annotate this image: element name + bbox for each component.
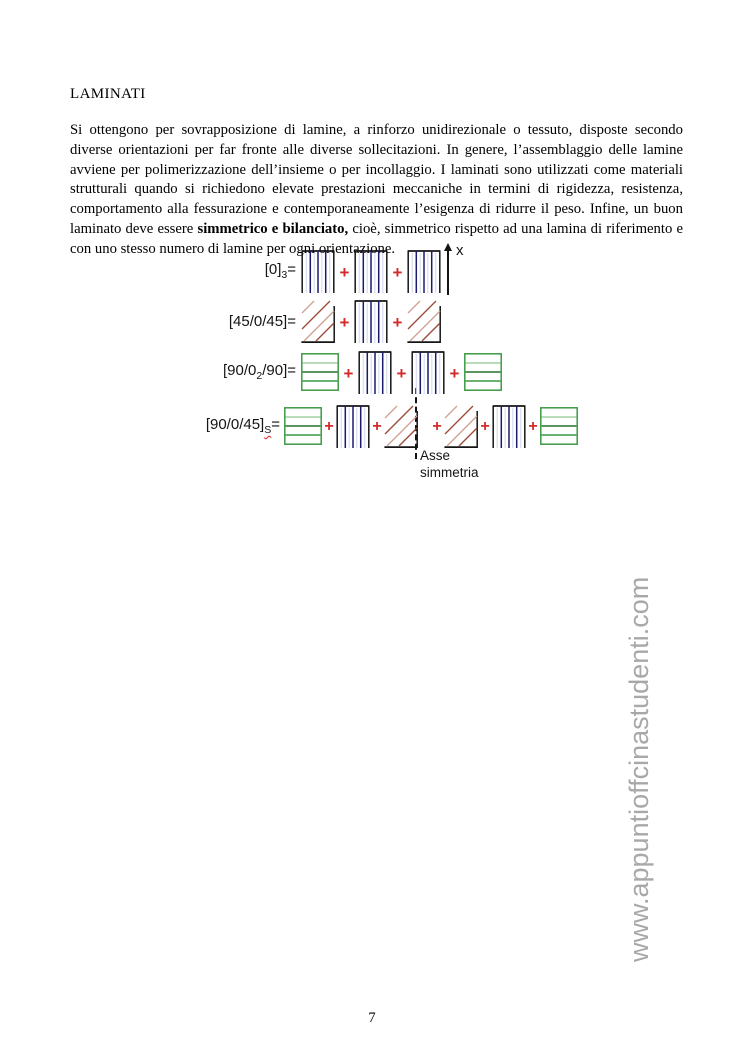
body-paragraph bbox=[70, 121, 683, 260]
ply-0-deg-box bbox=[354, 300, 388, 343]
watermark: www.appuntioffcinastudenti.com bbox=[624, 576, 654, 962]
layup-subscript: 3 bbox=[281, 269, 288, 281]
plus-sign: + bbox=[392, 312, 403, 332]
x-axis-label: x bbox=[456, 242, 464, 259]
ply-0-deg-box bbox=[358, 351, 392, 394]
layup-row bbox=[70, 249, 441, 293]
ply-45-deg-box bbox=[384, 405, 418, 448]
plus-sign: + bbox=[432, 418, 442, 435]
plus-sign: + bbox=[372, 418, 382, 435]
layup-row bbox=[70, 350, 502, 394]
paragraph-text: Si ottengono per sovrapposizione di lamine, a rinforzo unidirezionale o tessuto, disposte secondo diverse orientazioni per far fronte alle diverse sollecitazioni. In genere, l’assemblaggio delle lamine avviene per polimerizzazione dell’insieme o per incollaggio. I laminati sono utilizzati come materiali strutturali quando si richiedono elevate prestazioni meccaniche in termini di rigidezza, resistenza, comportamento alla fessurazione e contemporaneamente l’esigenza di ridurre il peso. Infine, un buon laminato deve essere bbox=[70, 121, 683, 238]
layup-row bbox=[70, 404, 578, 448]
symmetry-axis-label-line2: simmetria bbox=[420, 464, 479, 480]
plus-sign: + bbox=[480, 418, 490, 435]
layup-notation-label: [45/0/45]= bbox=[228, 312, 296, 330]
section-title: LAMINATI bbox=[70, 86, 146, 102]
ply-90-deg-box bbox=[301, 353, 339, 391]
ply-90-deg-box bbox=[284, 407, 322, 445]
ply-0-deg-box bbox=[492, 405, 526, 448]
layup-notation-label: $[90/0/45]_S=$ bbox=[205, 416, 280, 436]
ply-0-deg-box bbox=[354, 250, 388, 293]
ply-45-deg-box bbox=[407, 300, 441, 343]
symmetry-axis-label bbox=[420, 448, 479, 481]
ply-90-deg-box bbox=[464, 353, 502, 391]
plus-sign: + bbox=[528, 418, 538, 435]
page-number: 7 bbox=[368, 1010, 376, 1026]
plus-sign: + bbox=[392, 262, 403, 282]
symmetry-axis-label-line1: Asse bbox=[420, 448, 451, 463]
ply-0-deg-box bbox=[407, 250, 441, 293]
symmetry-axis-gap bbox=[420, 426, 430, 427]
layup-subscript: 2 bbox=[256, 370, 263, 382]
layup-notation-label: $[0]_3=$ bbox=[264, 261, 296, 281]
plus-sign: + bbox=[339, 262, 350, 282]
ply-45-deg-box bbox=[301, 300, 335, 343]
ply-45-deg-box bbox=[444, 405, 478, 448]
layup-row bbox=[70, 299, 441, 343]
plus-sign: + bbox=[449, 363, 460, 383]
paragraph-text: cioè, simmetrico rispetto ad una lamina di riferimento e con uno stesso numero di lamine per ogni orientazione. bbox=[70, 221, 683, 258]
ply-0-deg-box bbox=[301, 250, 335, 293]
ply-0-deg-box bbox=[336, 405, 370, 448]
ply-0-deg-box bbox=[411, 351, 445, 394]
paragraph-bold-phrase: simmetrico e bilanciato, bbox=[197, 221, 349, 238]
x-axis-arrow bbox=[447, 250, 449, 295]
ply-90-deg-box bbox=[540, 407, 578, 445]
plus-sign: + bbox=[324, 418, 334, 435]
plus-sign: + bbox=[343, 363, 354, 383]
layup-subscript: S bbox=[264, 424, 272, 436]
layup-notation-label: $[90/0_2/90]=$ bbox=[223, 362, 296, 382]
plus-sign: + bbox=[339, 312, 350, 332]
plus-sign: + bbox=[396, 363, 407, 383]
